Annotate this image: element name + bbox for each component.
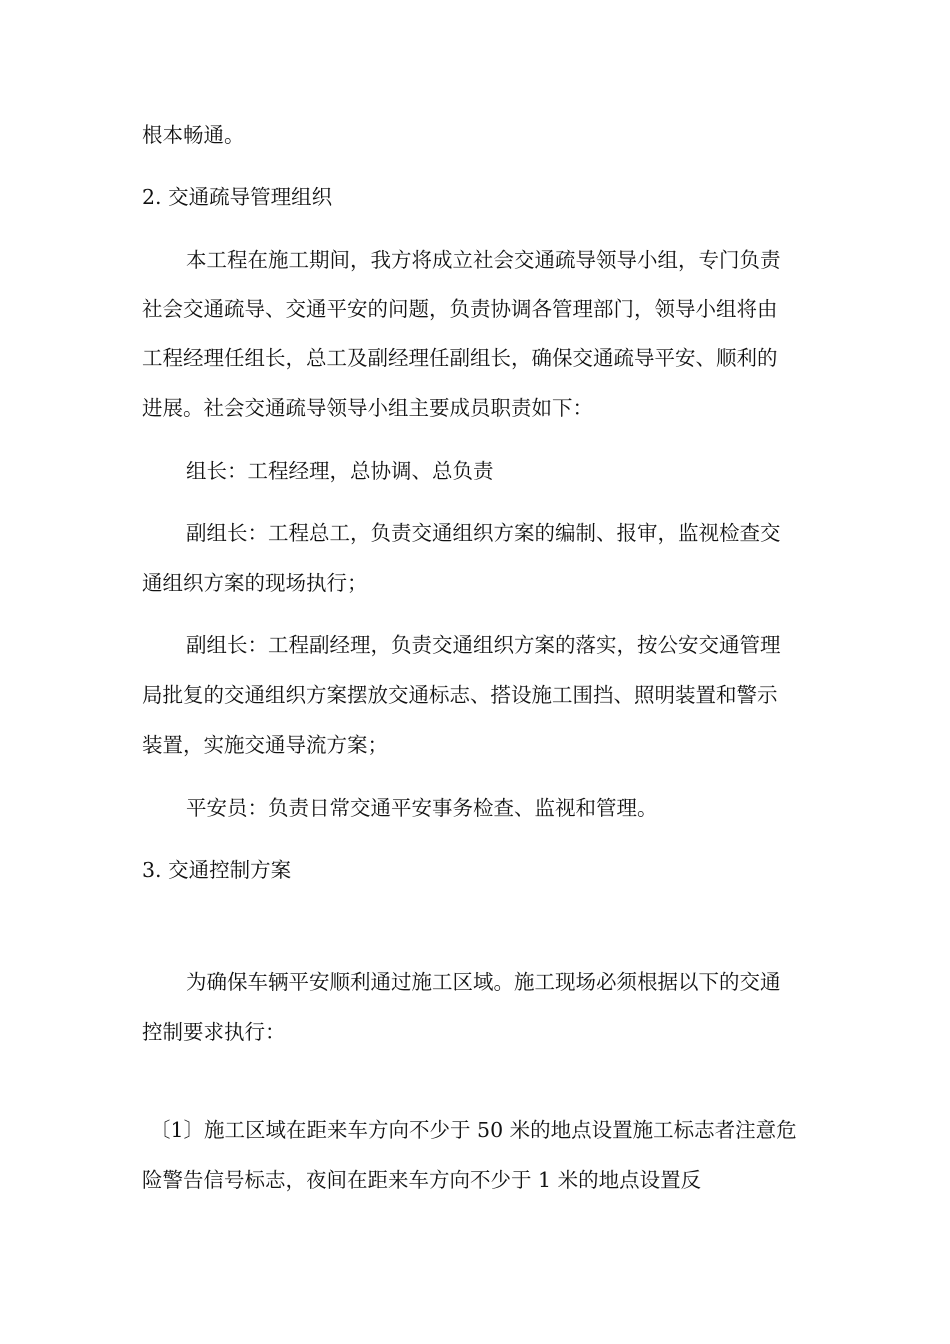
paragraph-line: 局批复的交通组织方案摆放交通标志、搭设施工围挡、照明装置和警示 bbox=[142, 683, 778, 707]
role-line-safety-officer: 平安员：负责日常交通平安事务检查、监视和管理。 bbox=[186, 796, 658, 820]
paragraph-line: 工程经理任组长，总工及副经理任副组长，确保交通疏导平安、顺利的 bbox=[142, 346, 778, 370]
role-line-deputy-leader-2: 副组长：工程副经理，负责交通组织方案的落实，按公安交通管理 bbox=[186, 633, 781, 657]
role-line-leader: 组长：工程经理，总协调、总负责 bbox=[186, 459, 494, 483]
role-line-deputy-leader-1: 副组长：工程总工，负责交通组织方案的编制、报审，监视检查交 bbox=[186, 521, 781, 545]
paragraph-line: 社会交通疏导、交通平安的问题，负责协调各管理部门，领导小组将由 bbox=[142, 297, 778, 321]
paragraph-line: 控制要求执行： bbox=[142, 1020, 286, 1044]
paragraph-line: 进展。社会交通疏导领导小组主要成员职责如下： bbox=[142, 396, 593, 420]
section-heading-traffic-organization: 2. 交通疏导管理组织 bbox=[142, 185, 333, 209]
paragraph-line: 装置，实施交通导流方案； bbox=[142, 733, 388, 757]
paragraph-line: 根本畅通。 bbox=[142, 123, 245, 147]
paragraph-line: 为确保车辆平安顺利通过施工区域。施工现场必须根据以下的交通 bbox=[186, 970, 781, 994]
section-heading-traffic-control: 3. 交通控制方案 bbox=[142, 858, 292, 882]
paragraph-line: 险警告信号标志，夜间在距来车方向不少于 1 米的地点设置反 bbox=[142, 1168, 702, 1192]
paragraph-line: 本工程在施工期间，我方将成立社会交通疏导领导小组，专门负责 bbox=[186, 248, 781, 272]
list-item-1: 〔1〕施工区域在距来车方向不少于 50 米的地点设置施工标志者注意危 bbox=[150, 1118, 797, 1142]
paragraph-line: 通组织方案的现场执行； bbox=[142, 571, 368, 595]
